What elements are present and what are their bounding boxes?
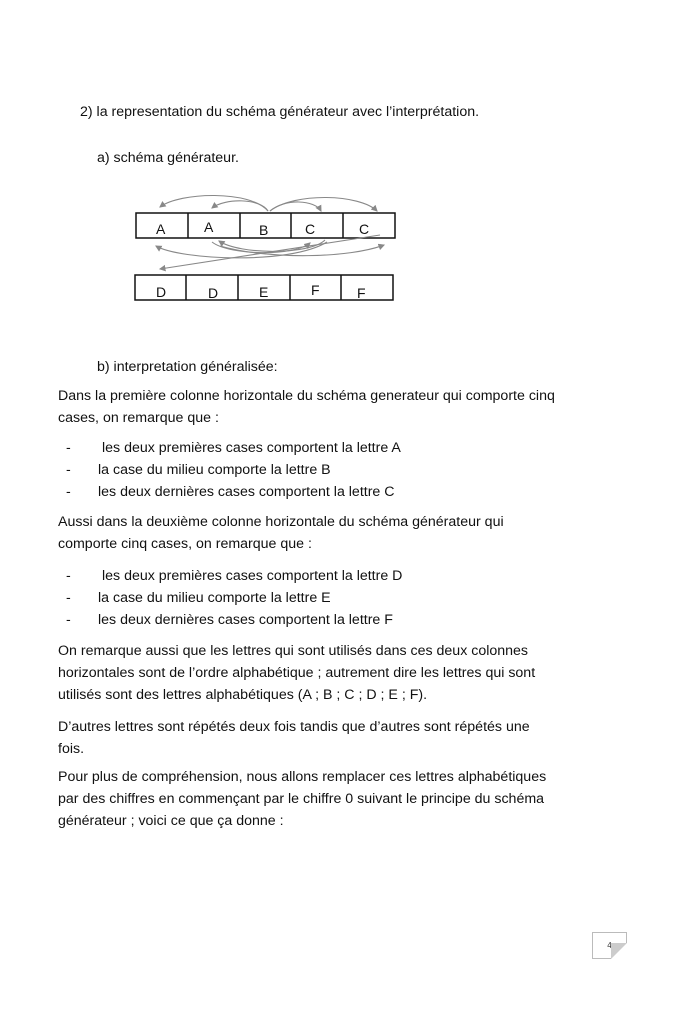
paragraph-4-line-1: D’autres lettres sont répétés deux fois tandis que d’autres sont répétés une — [58, 719, 530, 735]
list-1-item-2: la case du milieu comporte la lettre B — [98, 462, 331, 478]
cell-r1-1: A — [156, 221, 166, 237]
paragraph-5-line-2: par des chiffres en commençant par le chiffre 0 suivant le principe du schéma — [58, 791, 545, 807]
page-number-text: 4 — [607, 941, 612, 950]
page-fold-icon — [611, 943, 627, 959]
bullet-dash: - — [66, 590, 71, 606]
bullet-dash: - — [66, 612, 71, 628]
paragraph-4-line-2: fois. — [58, 741, 85, 757]
cell-r2-4: F — [311, 282, 320, 298]
paragraph-2-line-1: Aussi dans la deuxième colonne horizontale du schéma générateur qui — [58, 514, 504, 530]
bullet-dash: - — [66, 484, 71, 500]
subheading-b: b) interpretation généralisée: — [97, 359, 278, 375]
cell-r2-3: E — [259, 284, 269, 300]
row-2 — [135, 275, 393, 301]
bullet-dash: - — [66, 568, 71, 584]
cell-r2-1: D — [156, 284, 167, 300]
arrows — [156, 195, 384, 269]
cell-r1-3: B — [259, 222, 269, 238]
list-1-item-3: les deux dernières cases comportent la lettre C — [98, 484, 395, 500]
paragraph-3-line-2: horizontales sont de l’ordre alphabétique ; autrement dire les lettres qui sont — [58, 665, 536, 681]
subheading-a: a) schéma générateur. — [97, 150, 239, 166]
bullet-dash: - — [66, 462, 71, 478]
cell-r2-2: D — [208, 285, 219, 301]
cell-r1-4: C — [305, 221, 316, 237]
page-number — [592, 932, 627, 959]
cell-r2-5: F — [357, 285, 366, 301]
list-2-item-1: les deux premières cases comportent la lettre D — [102, 568, 403, 584]
section-heading: 2) la representation du schéma générateur avec l’interprétation. — [80, 104, 480, 120]
list-2-item-3: les deux dernières cases comportent la lettre F — [98, 612, 393, 628]
list-2-item-2: la case du milieu comporte la lettre E — [98, 590, 331, 606]
generator-diagram — [120, 180, 410, 310]
paragraph-1-line-2: cases, on remarque que : — [58, 410, 219, 426]
list-1-item-1: les deux premières cases comportent la lettre A — [102, 440, 401, 456]
paragraph-2-line-2: comporte cinq cases, on remarque que : — [58, 536, 312, 552]
bullet-dash: - — [66, 440, 71, 456]
paragraph-5-line-3: générateur ; voici ce que ça donne : — [58, 813, 284, 829]
cell-r1-2: A — [204, 219, 214, 235]
row-1 — [136, 213, 395, 238]
paragraph-5-line-1: Pour plus de compréhension, nous allons remplacer ces lettres alphabétiques — [58, 769, 547, 785]
paragraph-1-line-1: Dans la première colonne horizontale du schéma generateur qui comporte cinq — [58, 388, 555, 404]
cell-r1-5: C — [359, 221, 370, 237]
paragraph-3-line-3: utilisés sont des lettres alphabétiques (A ; B ; C ; D ; E ; F). — [58, 687, 428, 703]
paragraph-3-line-1: On remarque aussi que les lettres qui sont utilisés dans ces deux colonnes — [58, 643, 529, 659]
